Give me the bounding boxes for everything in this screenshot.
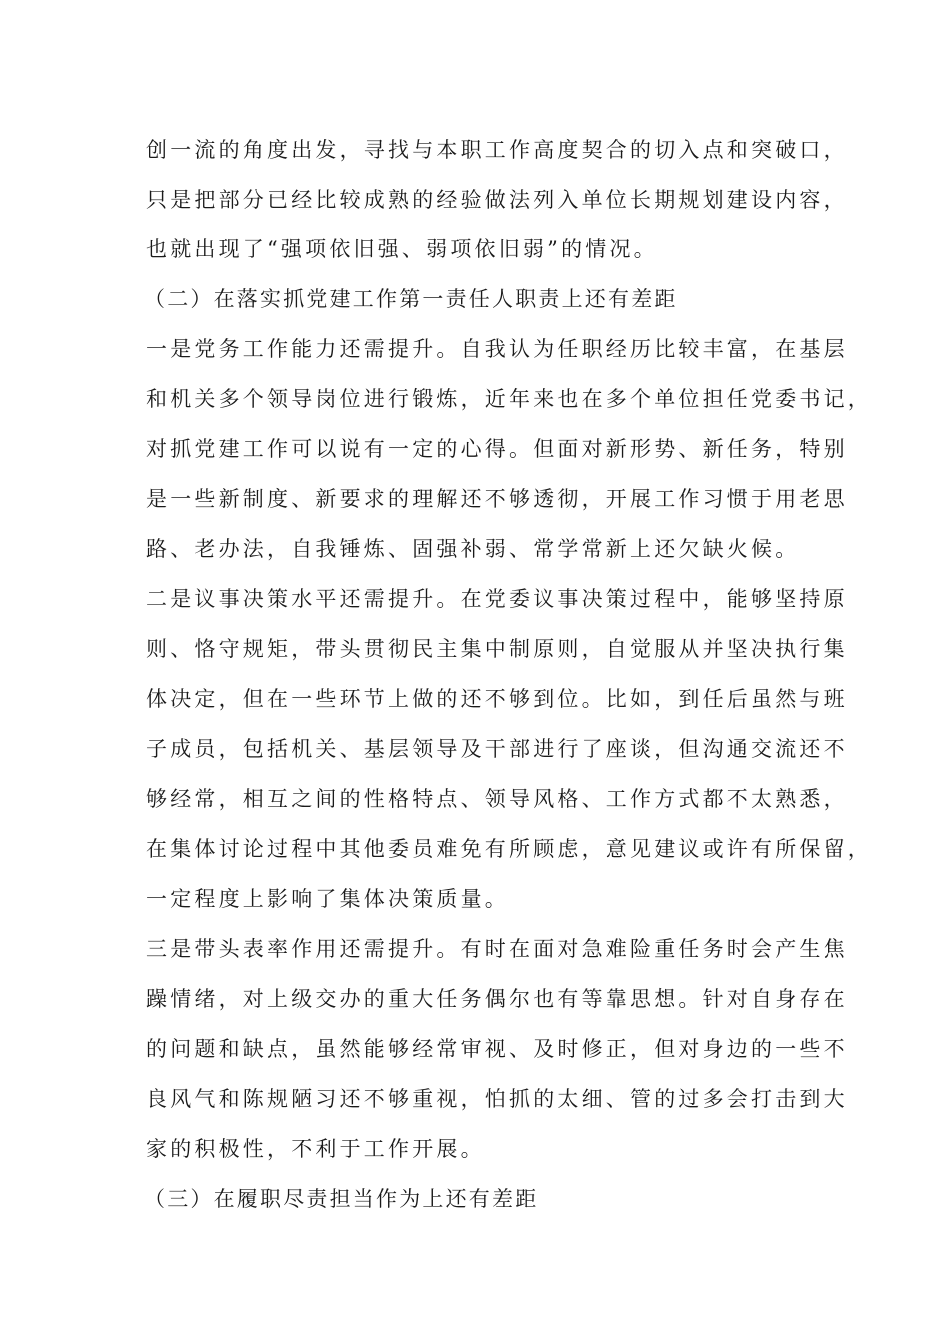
paragraph-line: 三是带头表率作用还需提升。有时在面对急难险重任务时会产生焦 <box>146 937 848 961</box>
paragraph-line: 和机关多个领导岗位进行锻炼，近年来也在多个单位担任党委书记， <box>146 387 872 411</box>
paragraph-line: 一定程度上影响了集体决策质量。 <box>146 887 509 911</box>
paragraph-line: 良风气和陈规陋习还不够重视，怕抓的太细、管的过多会打击到大 <box>146 1087 848 1111</box>
paragraph-line: 躁情绪，对上级交办的重大任务偶尔也有等靠思想。针对自身存在 <box>146 987 848 1011</box>
section-heading-2: （二）在落实抓党建工作第一责任人职责上还有差距 <box>144 287 678 311</box>
paragraph-line: 子成员，包括机关、基层领导及干部进行了座谈，但沟通交流还不 <box>146 737 848 761</box>
paragraph-line: 在集体讨论过程中其他委员难免有所顾虑，意见建议或许有所保留， <box>146 837 872 861</box>
paragraph-line: 一是党务工作能力还需提升。自我认为任职经历比较丰富，在基层 <box>146 337 848 361</box>
paragraph-line: 二是议事决策水平还需提升。在党委议事决策过程中，能够坚持原 <box>146 587 848 611</box>
paragraph-line: 路、老办法，自我锤炼、固强补弱、常学常新上还欠缺火候。 <box>146 537 800 561</box>
paragraph-line: 只是把部分已经比较成熟的经验做法列入单位长期规划建设内容， <box>146 188 848 212</box>
paragraph-line: 创一流的角度出发，寻找与本职工作高度契合的切入点和突破口， <box>146 138 848 162</box>
paragraph-line: 对抓党建工作可以说有一定的心得。但面对新形势、新任务，特别 <box>146 437 848 461</box>
paragraph-line: 的问题和缺点，虽然能够经常审视、及时修正，但对身边的一些不 <box>146 1037 848 1061</box>
section-heading-3: （三）在履职尽责担当作为上还有差距 <box>144 1187 539 1211</box>
paragraph-line: 体决定，但在一些环节上做的还不够到位。比如，到任后虽然与班 <box>146 687 848 711</box>
paragraph-line: 则、恪守规矩，带头贯彻民主集中制原则，自觉服从并坚决执行集 <box>146 637 848 661</box>
paragraph-line: 是一些新制度、新要求的理解还不够透彻，开展工作习惯于用老思 <box>146 487 848 511</box>
paragraph-line: 够经常，相互之间的性格特点、领导风格、工作方式都不太熟悉， <box>146 787 848 811</box>
paragraph-line: 家的积极性，不利于工作开展。 <box>146 1137 485 1161</box>
paragraph-line: 也就出现了“强项依旧强、弱项依旧弱”的情况。 <box>146 237 658 261</box>
